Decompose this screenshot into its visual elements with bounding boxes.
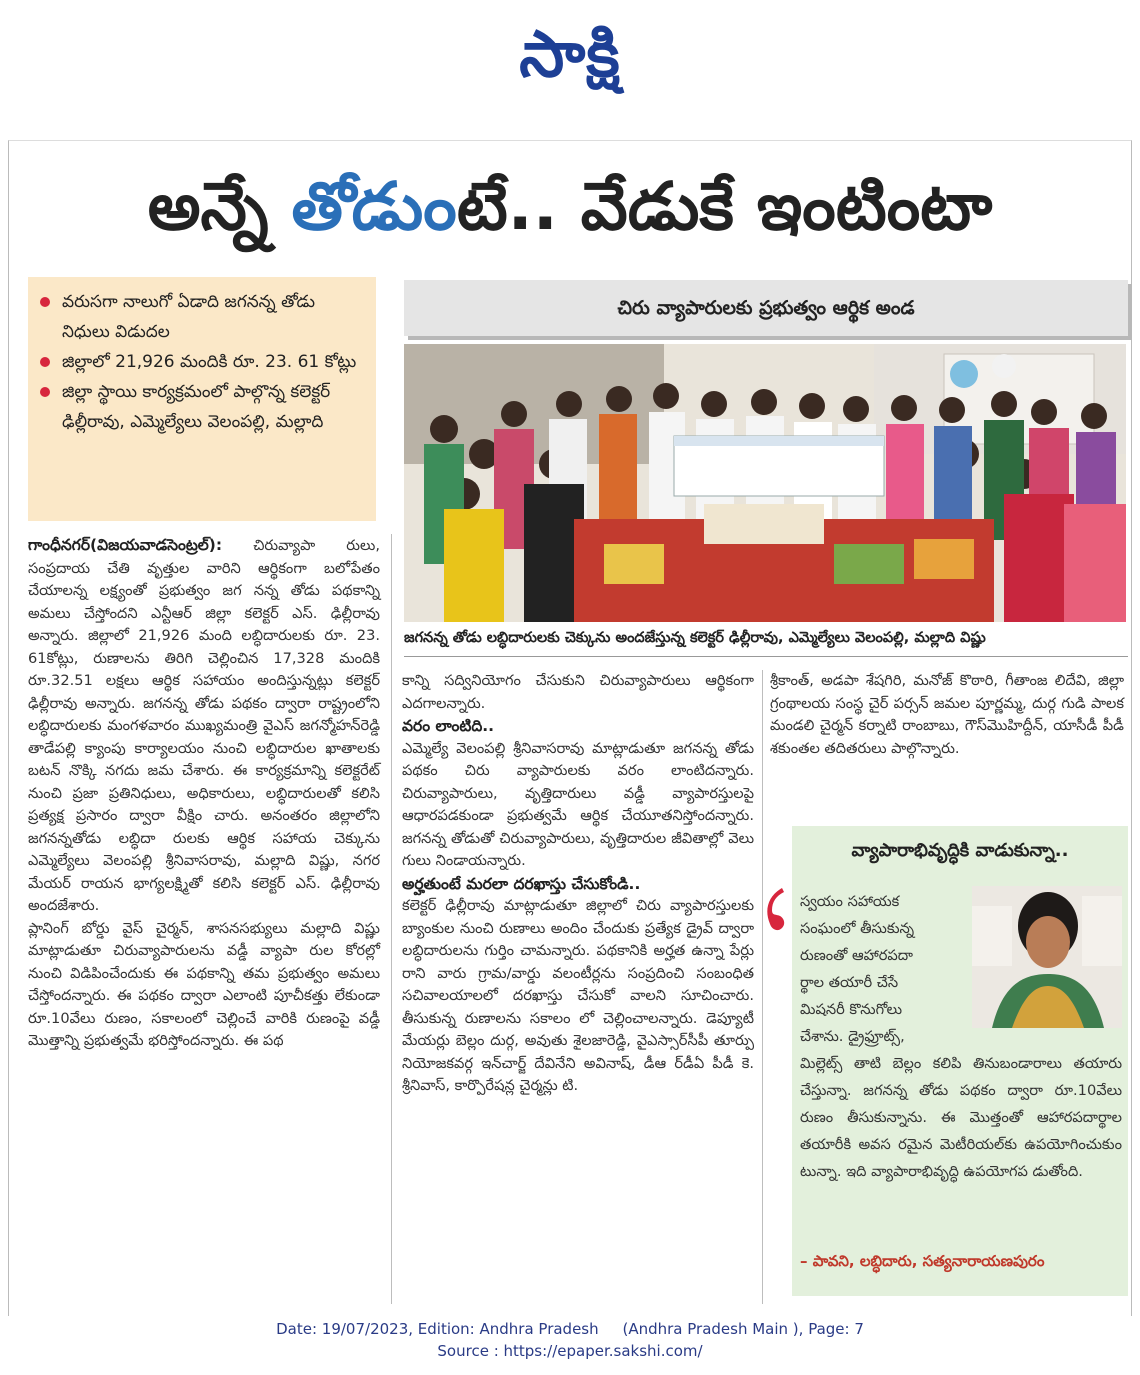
headline-highlight: తోడు	[291, 168, 457, 245]
caption-rule	[404, 656, 1128, 657]
article-paragraph: శ్రీకాంత్, అడపా శేషగిరి, మనోజ్ కొఠారి, గీతాంజ లిదేవి, జిల్లా గ్రంథాలయ సంస్థ చైర్ పర్సన్ జమల పూర్ణమ్మ, దుర్గ గుడి పాలక మండలి చైర్మన్ కర్నాటి రాంబాబు, గౌస్‌మొహిద్దీన్, యాసీడీ పీడీ శకుంతల తదితరులు పాల్గొన్నారు.	[770, 672, 1124, 757]
article-paragraph: కలెక్టర్ ఢిల్లీరావు మాట్లాడుతూ జిల్లాలో చిరు వ్యాపారస్తులకు బ్యాంకుల నుంచి రుణాలు అందిం చేందుకు ప్రత్యేక డ్రైవ్ ద్వారా లబ్ధిదారులను గుర్తిం చామన్నారు. పథకానికి అర్హత ఉన్నా పేర్లు రాని వారు గ్రామ/వార్డు వలంటీర్లను సంప్రదించి సంబంధిత సచివాలయాలలో దరఖాస్తు చేసుకో వాలని సూచించారు. తీసుకున్న రుణాలను సకాలం లో చెల్లించాలన్నారు. డెప్యూటీ మేయర్లు బెల్లం దుర్గ, అవుతు శైలజారెడ్డి, వైఎస్సార్‌సీపీ తూర్పు నియోజకవర్గ ఇన్‌చార్జ్ దేవినేని అవినాష్, డీఆ ర్‌డీఏ పీడీ కె. శ్రీనివాస్, కార్పొరేషన్ల చైర్మన్లు టి.	[402, 897, 754, 1094]
article-paragraph: ఎమ్మెల్యే వెలంపల్లి శ్రీనివాసరావు మాట్లాడుతూ జగనన్న తోడు పథకం చిరు వ్యాపారులకు వరం లాంటిదన్నారు. చిరువ్యాపారులు, వృత్తిదారులు వడ్డీ వ్యాపారస్తులపై ఆధారపడకుండా ప్రభుత్వమే ఆర్థిక చేయూతనిస్తోందన్నారు. జగనన్న తోడుతో చిరువ్యాపారులు, వృత్తిదారుల జీవితాల్లో వెలు గులు నిండాయన్నారు.	[402, 739, 754, 869]
headline-part1: అన్నే	[147, 168, 292, 245]
article-paragraph: కాన్ని సద్వినియోగం చేసుకుని చిరువ్యాపారులు ఆర్థికంగా ఎదగాలన్నారు.	[402, 672, 754, 712]
bullet-icon	[40, 387, 50, 397]
headline-part3: ంటే.. వేడుకే ఇంటింటా	[456, 168, 993, 245]
news-photo	[404, 344, 1126, 622]
article-column-3	[770, 670, 1124, 760]
photo-caption: జగనన్న తోడు లబ్ధిదారులకు చెక్కును అందజేస్తున్న కలెక్టర్ ఢిల్లీరావు, ఎమ్మెల్యేలు వెలంపల్లి, మల్లాది విష్ణు	[404, 630, 986, 646]
column-divider	[762, 670, 763, 1304]
footer	[0, 1318, 1140, 1362]
quote-title: వ్యాపారాభివృద్ధికి వాడుకున్నా..	[851, 840, 1069, 861]
article-column-2	[402, 670, 754, 1098]
article-paragraph: ప్లానింగ్ బోర్డు వైస్ చైర్మన్, శాసనసభ్యులు మల్లాది విష్ణు మాట్లాడుతూ చిరువ్యాపారులను వడ్డీ వ్యాపా రుల కోరల్లో నుంచి విడిపించేందుకు ఈ పథకాన్ని తమ ప్రభుత్వం అమలు చేస్తోందన్నారు. ఈ పథకం ద్వారా ఎలాంటి పూచీకత్తు లేకుండా రూ.10వేలు రుణం, సకాలంలో చెల్లించే వారికి రుణంపై వడ్డీ మొత్తాన్ని ప్రభుత్వమే భరిస్తోందన్నారు. ఈ పథ	[28, 919, 380, 1049]
photo-illustration	[404, 344, 1126, 622]
bullet-icon	[40, 357, 50, 367]
subheading: అర్హతుంటే మరలా దరఖాస్తు చేసుకోండి..	[402, 874, 641, 893]
quote-text: స్వయం సహాయక సంఘంలో తీసుకున్న రుణంతో ఆహారపదా ర్థాల తయారీ చేసే మిషనరీ కొనుగోలు చేశాను. డ్రైఫ్రూట్స్, మిల్లెట్స్ తాటి బెల్లం కలిపి తినుబండారాలు తయారు చేస్తున్నా. జగనన్న తోడు పథకం ద్వారా రూ.10వేలు రుణం తీసుకున్నాను. ఈ మొత్తంతో ఆహారపదార్థాల తయారీకి అవస రమైన మెటీరియల్‌కు ఉపయోగించుకుం టున్నా. ఇది వ్యాపారాభివృద్ధి ఉపయోగప డుతోంది.	[800, 888, 1122, 1185]
highlight-item: జిల్లాలో 21,926 మందికి రూ. 23. 61 కోట్లు	[36, 347, 368, 377]
dateline: గాంధీనగర్(విజయవాడసెంట్రల్):	[28, 536, 223, 554]
quote-continuation: మిల్లెట్స్ తాటి బెల్లం కలిపి తినుబండారాలు తయారు చేస్తున్నా. జగనన్న తోడు పథకం ద్వారా రూ.10వేలు రుణం తీసుకున్నాను. ఈ మొత్తంతో ఆహారపదార్థాల తయారీకి అవస రమైన మెటీరియల్‌కు ఉపయోగించుకుం టున్నా. ఇది వ్యాపారాభివృద్ధి ఉపయోగప డుతోంది.	[800, 1055, 1122, 1180]
footer-source: Source : https://epaper.sakshi.com/	[437, 1342, 703, 1360]
highlight-item: వరుసగా నాలుగో ఏడాది జగనన్న తోడు నిధులు విడుదల	[36, 287, 368, 347]
article-column-1	[28, 534, 380, 1053]
headline	[20, 168, 1120, 261]
masthead-logo: సాక్షి	[519, 18, 621, 92]
footer-date-edition: Date: 19/07/2023, Edition: Andhra Pradesh (Andhra Pradesh Main ), Page: 7	[276, 1320, 864, 1338]
section-banner: చిరు వ్యాపారులకు ప్రభుత్వం ఆర్థిక అండ	[404, 280, 1128, 336]
quote-attribution: – పావని, లబ్ధిదారు, సత్యనారాయణపురం	[800, 1252, 1045, 1270]
quote-mark-icon	[760, 884, 788, 940]
highlights-box	[28, 277, 376, 521]
column-divider	[391, 534, 392, 1304]
article-text: చిరువ్యాపా రులు, సంప్రదాయ చేతి వృత్తుల వారిని ఆర్థికంగా బలోపేతం చేయాలన్న లక్ష్యంతో ప్రభుత్వం జగ నన్న తోడు పథకాన్ని అమలు చేస్తోందని ఎన్టీఆర్ జిల్లా కలెక్టర్ ఎస్. ఢిల్లీరావు అన్నారు. జిల్లాలో 21,926 మంది లబ్ధిదారులకు రూ. 23. 61కోట్లు, రుణాలను తిరిగి చెల్లించిన 17,328 మందికి రూ.32.51 లక్షలు ఆర్థిక సహాయం అందిస్తున్నట్లు కలెక్టర్ ఢిల్లీరావు అన్నారు. జగనన్న తోడు పథకం ద్వారా రాష్ట్రంలోని లబ్ధిదారులకు మంగళవారం ముఖ్యమంత్రి వైఎస్ జగన్మోహన్‌రెడ్డి తాడేపల్లి క్యాంపు కార్యాలయం నుంచి లబ్ధిదారుల ఖాతాలకు బటన్ నొక్కి నగదు జమ చేశారు. ఈ కార్యక్రమాన్ని కలెక్టరేట్ నుంచి ప్రజా ప్రతినిధులు, అధికారులు, లబ్ధిదారులతో కలిసి ప్రత్యక్ష ప్రసారం ద్వారా వీక్షిం చారు. అనంతరం జిల్లాలోని జగనన్నతోడు లబ్ధిదా రులకు ఆర్థిక సహాయ చెక్కును ఎమ్మెల్యేలు వెలంపల్లి శ్రీనివాసరావు, మల్లాది విష్ణు, నగర మేయర్ రాయన భాగ్యలక్ష్మితో కలిసి కలెక్టర్ ఎస్. ఢిల్లీరావు అందజేశారు.	[28, 537, 380, 914]
subheading: వరం లాంటిది..	[402, 717, 495, 735]
highlight-item: జిల్లా స్థాయి కార్యక్రమంలో పాల్గొన్న కలెక్టర్ ఢిల్లీరావు, ఎమ్మెల్యేలు వెలంపల్లి, మల్లాది	[36, 377, 368, 437]
bullet-icon	[40, 297, 50, 307]
